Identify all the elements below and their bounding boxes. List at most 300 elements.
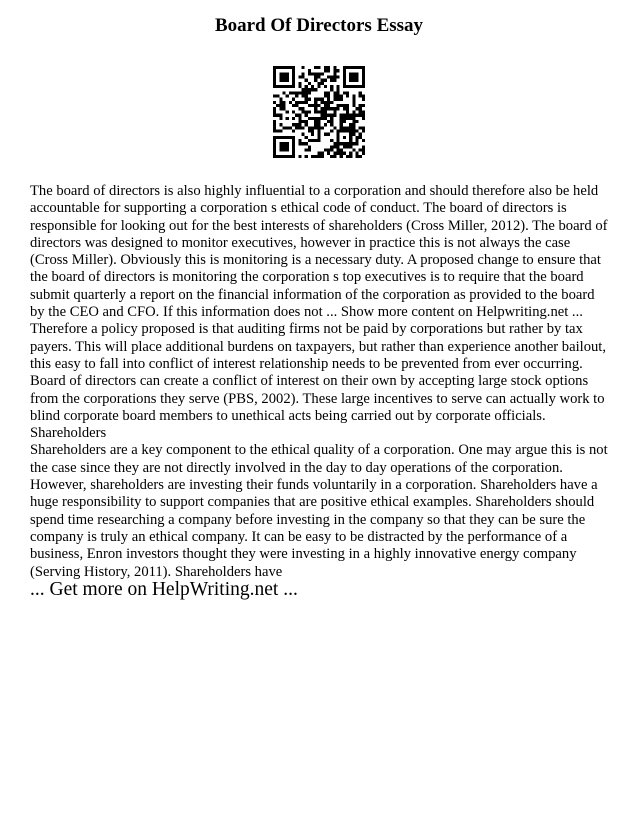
qr-module [289,136,292,139]
qr-module [305,136,308,139]
qr-module [286,126,289,129]
qr-module [286,136,289,139]
qr-module [324,133,327,136]
qr-module [321,152,324,155]
qr-module [276,114,279,117]
qr-module [276,85,279,88]
qr-module [273,120,276,123]
qr-module [340,98,343,101]
qr-module [340,114,343,117]
qr-module [276,66,279,69]
qr-module [314,76,317,79]
qr-module [359,155,362,158]
qr-module [340,152,343,155]
qr-module [346,117,349,120]
qr-module [362,98,365,101]
qr-module [292,136,295,139]
qr-module [298,85,301,88]
qr-module [292,129,295,132]
qr-module [336,139,339,142]
qr-module [308,148,311,151]
qr-module [330,76,333,79]
qr-module [359,95,362,98]
qr-module [321,82,324,85]
qr-module [324,101,327,104]
qr-module [352,66,355,69]
qr-module [327,104,330,107]
qr-module [317,155,320,158]
qr-module [298,117,301,120]
qr-module [273,85,276,88]
qr-module [346,85,349,88]
qr-module [289,85,292,88]
qr-module [336,107,339,110]
qr-module [273,123,276,126]
qr-module [308,91,311,94]
qr-module [352,85,355,88]
qr-module [362,129,365,132]
qr-module [298,126,301,129]
qr-module [311,104,314,107]
qr-module [314,66,317,69]
qr-module [321,101,324,104]
qr-module [311,85,314,88]
qr-module [273,107,276,110]
qr-module [343,120,346,123]
qr-module [314,79,317,82]
qr-module [292,69,295,72]
qr-module [330,85,333,88]
qr-module [314,101,317,104]
qr-module [327,114,330,117]
qr-module [273,126,276,129]
qr-module [305,79,308,82]
qr-module [279,76,282,79]
qr-module [292,82,295,85]
qr-module [298,107,301,110]
qr-module [336,148,339,151]
qr-module [352,123,355,126]
qr-module [349,126,352,129]
qr-module [349,123,352,126]
qr-module [279,85,282,88]
qr-module [283,72,286,75]
qr-module [349,129,352,132]
qr-module [273,136,276,139]
qr-module [302,107,305,110]
qr-module [317,72,320,75]
qr-module [362,104,365,107]
qr-module [302,91,305,94]
qr-module [292,91,295,94]
qr-module [324,85,327,88]
qr-module [355,76,358,79]
qr-module [343,114,346,117]
qr-module [308,139,311,142]
qr-module [346,129,349,132]
qr-module [314,104,317,107]
qr-module [273,76,276,79]
qr-module [333,142,336,145]
qr-module [352,114,355,117]
qr-module [349,133,352,136]
qr-module [314,120,317,123]
qr-module [336,133,339,136]
qr-module [317,152,320,155]
qr-module [324,104,327,107]
get-more-link[interactable]: ... Get more on HelpWriting.net ... [30,579,298,600]
qr-module [317,104,320,107]
qr-module [352,142,355,145]
qr-module [311,72,314,75]
qr-module [330,148,333,151]
qr-module [362,117,365,120]
qr-module [340,142,343,145]
qr-module [283,155,286,158]
qr-module [343,79,346,82]
qr-module [286,79,289,82]
qr-module [330,145,333,148]
qr-module [330,88,333,91]
qr-module [333,98,336,101]
qr-module [283,107,286,110]
essay-body [30,183,610,581]
qr-module [340,123,343,126]
qr-module [349,114,352,117]
qr-module [362,82,365,85]
qr-module [276,155,279,158]
qr-module [362,95,365,98]
qr-module [333,110,336,113]
qr-module [330,155,333,158]
qr-module [302,126,305,129]
qr-module [286,117,289,120]
qr-module [317,76,320,79]
qr-module [333,155,336,158]
qr-module [349,85,352,88]
qr-module [321,79,324,82]
qr-module [349,79,352,82]
qr-module [273,72,276,75]
qr-module [292,85,295,88]
qr-module [302,110,305,113]
qr-module [314,98,317,101]
qr-module [359,136,362,139]
qr-module [324,148,327,151]
qr-module [286,66,289,69]
qr-module [308,98,311,101]
qr-module [305,114,308,117]
qr-module [286,95,289,98]
qr-module [336,85,339,88]
qr-module [283,104,286,107]
qr-module [355,107,358,110]
qr-module [352,117,355,120]
qr-module [333,79,336,82]
qr-module [352,98,355,101]
qr-module [321,114,324,117]
qr-module [302,66,305,69]
qr-module [336,145,339,148]
qr-module [317,117,320,120]
qr-module [349,117,352,120]
qr-module [333,152,336,155]
qr-module [333,91,336,94]
qr-module [317,82,320,85]
qr-module [276,104,279,107]
qr-module [349,66,352,69]
qr-module [295,114,298,117]
document-title: Board Of Directors Essay [214,15,424,36]
qr-module [336,69,339,72]
qr-module [292,148,295,151]
qr-module [276,129,279,132]
qr-module [355,152,358,155]
qr-module [317,98,320,101]
qr-module [343,72,346,75]
qr-module [343,104,346,107]
qr-module [327,133,330,136]
qr-module [327,91,330,94]
qr-module [286,145,289,148]
qr-module [359,66,362,69]
qr-module [279,142,282,145]
qr-module [324,110,327,113]
qr-module [336,76,339,79]
qr-module [314,117,317,120]
qr-module [317,120,320,123]
qr-module [286,148,289,151]
qr-module [324,95,327,98]
qr-module [298,91,301,94]
qr-module [286,85,289,88]
qr-module [343,142,346,145]
qr-module [298,139,301,142]
qr-module [283,126,286,129]
qr-module [283,148,286,151]
qr-module [355,155,358,158]
qr-module [273,148,276,151]
qr-module [352,79,355,82]
qr-module [352,129,355,132]
qr-module [286,72,289,75]
qr-module [279,79,282,82]
qr-module [302,142,305,145]
qr-module [273,114,276,117]
qr-module [327,69,330,72]
qr-module [333,126,336,129]
qr-module [317,136,320,139]
qr-module [317,85,320,88]
qr-module [321,98,324,101]
qr-module [330,107,333,110]
qr-module [314,107,317,110]
qr-module [311,88,314,91]
qr-module [289,66,292,69]
qr-module [330,120,333,123]
qr-module [327,76,330,79]
qr-module [308,88,311,91]
qr-module [311,155,314,158]
qr-module [273,110,276,113]
qr-module [295,101,298,104]
qr-module [327,95,330,98]
qr-module [324,117,327,120]
qr-module [327,98,330,101]
qr-module [359,91,362,94]
qr-module [289,101,292,104]
qr-module [314,126,317,129]
qr-module [283,66,286,69]
qr-module [308,145,311,148]
qr-module [327,107,330,110]
qr-module [336,95,339,98]
qr-module [340,117,343,120]
qr-module [314,139,317,142]
qr-module [283,79,286,82]
qr-module [333,95,336,98]
qr-module [333,145,336,148]
qr-module [349,72,352,75]
qr-module [289,91,292,94]
qr-module [352,110,355,113]
qr-module [359,85,362,88]
qr-module [343,107,346,110]
qr-module [346,126,349,129]
qr-module [333,72,336,75]
qr-module [336,104,339,107]
qr-module [283,145,286,148]
qr-module [321,72,324,75]
qr-module [317,139,320,142]
qr-module [295,104,298,107]
qr-module [352,120,355,123]
qr-module [352,104,355,107]
qr-module [298,82,301,85]
qr-module [330,139,333,142]
qr-module [336,88,339,91]
qr-module [302,76,305,79]
qr-module [362,139,365,142]
qr-module [336,142,339,145]
qr-module [305,110,308,113]
qr-module [330,123,333,126]
qr-module [336,129,339,132]
qr-module [279,117,282,120]
qr-module [349,155,352,158]
qr-module [352,133,355,136]
qr-module [349,152,352,155]
qr-module [298,155,301,158]
qr-module [355,136,358,139]
qr-module [283,101,286,104]
qr-module [324,107,327,110]
qr-module [349,136,352,139]
qr-module [327,101,330,104]
qr-module [340,120,343,123]
qr-module [349,76,352,79]
qr-module [317,123,320,126]
qr-module [321,107,324,110]
qr-module [359,126,362,129]
qr-module [321,117,324,120]
qr-module [343,129,346,132]
qr-module [298,142,301,145]
qr-module [355,139,358,142]
qr-module [317,66,320,69]
qr-module [279,66,282,69]
qr-module [305,101,308,104]
qr-module [330,101,333,104]
qr-module [292,79,295,82]
qr-module [352,76,355,79]
qr-module [279,155,282,158]
qr-module [340,155,343,158]
qr-module [321,126,324,129]
qr-module [352,148,355,151]
qr-module [311,126,314,129]
qr-module [279,72,282,75]
qr-module [314,123,317,126]
qr-module [336,91,339,94]
qr-module [352,72,355,75]
qr-module [292,152,295,155]
qr-module [355,114,358,117]
qr-module [314,72,317,75]
qr-module [349,142,352,145]
qr-module [305,95,308,98]
qr-module [283,142,286,145]
qr-module [352,101,355,104]
qr-module [308,72,311,75]
qr-module [343,136,346,139]
qr-module [362,110,365,113]
qr-module [308,129,311,132]
qr-module [292,142,295,145]
qr-module [283,136,286,139]
qr-module [276,95,279,98]
qr-module [327,66,330,69]
qr-module [330,79,333,82]
qr-module [273,139,276,142]
qr-module [359,110,362,113]
qr-module [302,133,305,136]
qr-module [298,114,301,117]
qr-module [327,120,330,123]
qr-module [289,155,292,158]
qr-module [292,110,295,113]
qr-module [359,114,362,117]
qr-module [355,120,358,123]
qr-module [343,76,346,79]
qr-module [336,152,339,155]
qr-module [362,69,365,72]
qr-module [324,91,327,94]
qr-module [327,152,330,155]
qr-module [292,104,295,107]
qr-module [340,104,343,107]
qr-module [295,126,298,129]
qr-module [355,79,358,82]
qr-module [346,104,349,107]
qr-module [359,107,362,110]
qr-module [362,85,365,88]
qr-module [343,145,346,148]
qr-module [279,101,282,104]
qr-module [343,69,346,72]
qr-module [343,152,346,155]
qr-module [289,126,292,129]
